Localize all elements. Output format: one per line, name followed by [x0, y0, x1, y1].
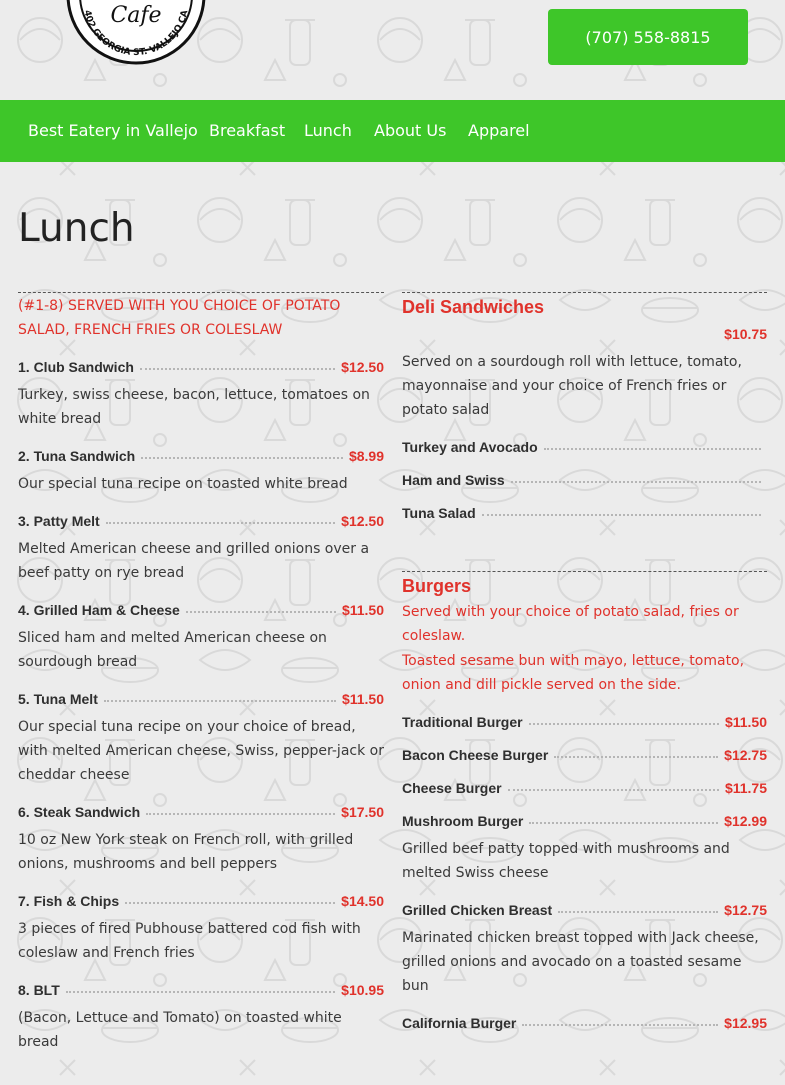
dot-leader	[104, 688, 336, 702]
menu-item	[18, 358, 384, 431]
dot-leader	[186, 599, 336, 613]
menu-item	[402, 812, 767, 885]
main-nav	[0, 100, 785, 162]
item-description: Grilled beef patty topped with mushrooms and melted Swiss cheese	[402, 841, 730, 881]
item-name: 8. BLT	[18, 982, 60, 998]
item-price: $12.99	[724, 813, 767, 829]
dot-leader	[106, 510, 335, 524]
item-name: 6. Steak Sandwich	[18, 804, 141, 820]
dot-leader	[125, 890, 335, 904]
item-description: Our special tuna recipe on toasted white bread	[18, 476, 348, 492]
item-price: $11.75	[724, 780, 767, 796]
item-name: Mushroom Burger	[402, 813, 524, 829]
lunch-right-column	[402, 292, 767, 1031]
item-description: 10 oz New York steak on French roll, with grilled onions, mushrooms and bell peppers	[18, 832, 354, 872]
menu-item	[18, 601, 384, 674]
cafe-logo[interactable]	[66, 0, 206, 65]
item-description: Turkey, swiss cheese, bacon, lettuce, tomatoes on white bread	[18, 387, 370, 427]
menu-item	[402, 1014, 767, 1031]
nav-item-lunch[interactable]: Lunch	[304, 121, 352, 140]
deli-title: Deli Sandwiches	[402, 297, 545, 317]
burgers-intro: Served with your choice of potato salad, fries or coleslaw.	[402, 604, 739, 644]
svg-text:Cafe: Cafe	[110, 3, 162, 28]
menu-item	[18, 803, 384, 876]
nav-item-best-eatery[interactable]: Best Eatery in Vallejo	[28, 121, 198, 140]
item-price: $10.95	[341, 982, 384, 998]
nav-item-about-us[interactable]: About Us	[374, 121, 447, 140]
burgers-intro-bun: Toasted sesame bun with mayo, lettuce, tomato, onion and dill pickle served on the side.	[402, 653, 745, 693]
burgers-title: Burgers	[402, 576, 472, 596]
deli-description: Served on a sourdough roll with lettuce, tomato, mayonnaise and your choice of French fries or potato salad	[402, 354, 742, 418]
phone-button[interactable]: (707) 558-8815	[548, 9, 748, 65]
dot-leader	[554, 744, 718, 758]
item-name: Grilled Chicken Breast	[402, 902, 553, 918]
item-name: 1. Club Sandwich	[18, 359, 134, 375]
item-name: 4. Grilled Ham & Cheese	[18, 602, 180, 618]
item-price: $12.75	[724, 902, 767, 918]
sandwiches-section	[18, 292, 384, 1054]
item-name: 7. Fish & Chips	[18, 893, 120, 909]
item-name: Ham and Swiss	[402, 472, 505, 488]
site-header	[0, 0, 785, 100]
nav-item-breakfast[interactable]: Breakfast	[209, 121, 286, 140]
sandwiches-intro: (#1-8) SERVED WITH YOU CHOICE OF POTATO SALAD, FRENCH FRIES OR COLESLAW	[18, 298, 341, 338]
menu-item	[402, 713, 767, 730]
dot-leader	[544, 436, 761, 450]
item-description: (Bacon, Lettuce and Tomato) on toasted white bread	[18, 1010, 342, 1050]
page-title: Lunch	[18, 206, 135, 251]
item-price: $11.50	[724, 714, 767, 730]
lunch-left-column	[18, 292, 384, 1054]
item-price: $11.50	[341, 602, 384, 618]
dot-leader	[140, 356, 335, 370]
menu-item	[18, 690, 384, 787]
item-description: Melted American cheese and grilled onions over a beef patty on rye bread	[18, 541, 370, 581]
nav-item-apparel[interactable]: Apparel	[468, 121, 530, 140]
item-name: Traditional Burger	[402, 714, 523, 730]
item-price: $14.50	[341, 893, 384, 909]
deli-section	[402, 292, 767, 521]
dot-leader	[146, 801, 335, 815]
menu-item	[402, 901, 767, 998]
item-description: Sliced ham and melted American cheese on sourdough bread	[18, 630, 327, 670]
menu-item	[18, 447, 384, 496]
item-description: Marinated chicken breast topped with Jack cheese, grilled onions and avocado on a toasted sesame bun	[402, 930, 759, 994]
item-price: $17.50	[341, 804, 384, 820]
svg-text:402 GEORGIA ST. VALLEJO CA: 402 GEORGIA ST. VALLEJO CA	[81, 9, 191, 59]
dot-leader	[529, 810, 718, 824]
item-price: $12.95	[724, 1015, 767, 1031]
dot-leader	[529, 711, 719, 725]
item-name: Bacon Cheese Burger	[402, 747, 549, 763]
item-price: $12.75	[724, 747, 767, 763]
item-price: $8.99	[348, 448, 384, 464]
dot-leader	[522, 1012, 718, 1026]
item-name: 2. Tuna Sandwich	[18, 448, 136, 464]
dot-leader	[558, 899, 718, 913]
menu-item	[18, 892, 384, 965]
item-name: Cheese Burger	[402, 780, 502, 796]
menu-item	[402, 438, 767, 455]
dot-leader	[66, 979, 335, 993]
dot-leader	[141, 445, 343, 459]
deli-price: $10.75	[724, 326, 767, 342]
burgers-section	[402, 571, 767, 1031]
item-name: California Burger	[402, 1015, 517, 1031]
menu-item	[402, 504, 767, 521]
menu-item	[18, 981, 384, 1054]
item-price: $12.50	[341, 513, 384, 529]
item-name: 3. Patty Melt	[18, 513, 100, 529]
item-price: $11.50	[341, 691, 384, 707]
item-name: 5. Tuna Melt	[18, 691, 98, 707]
menu-item	[402, 779, 767, 796]
menu-item	[402, 471, 767, 488]
item-name: Tuna Salad	[402, 505, 476, 521]
menu-item	[18, 512, 384, 585]
dot-leader	[508, 777, 719, 791]
dot-leader	[511, 469, 761, 483]
item-description: 3 pieces of fired Pubhouse battered cod fish with coleslaw and French fries	[18, 921, 361, 961]
item-name: Turkey and Avocado	[402, 439, 538, 455]
menu-item	[402, 746, 767, 763]
item-description: Our special tuna recipe on your choice of bread, with melted American cheese, Swiss, pepper-jack or cheddar cheese	[18, 719, 384, 783]
dot-leader	[482, 502, 761, 516]
item-price: $12.50	[341, 359, 384, 375]
